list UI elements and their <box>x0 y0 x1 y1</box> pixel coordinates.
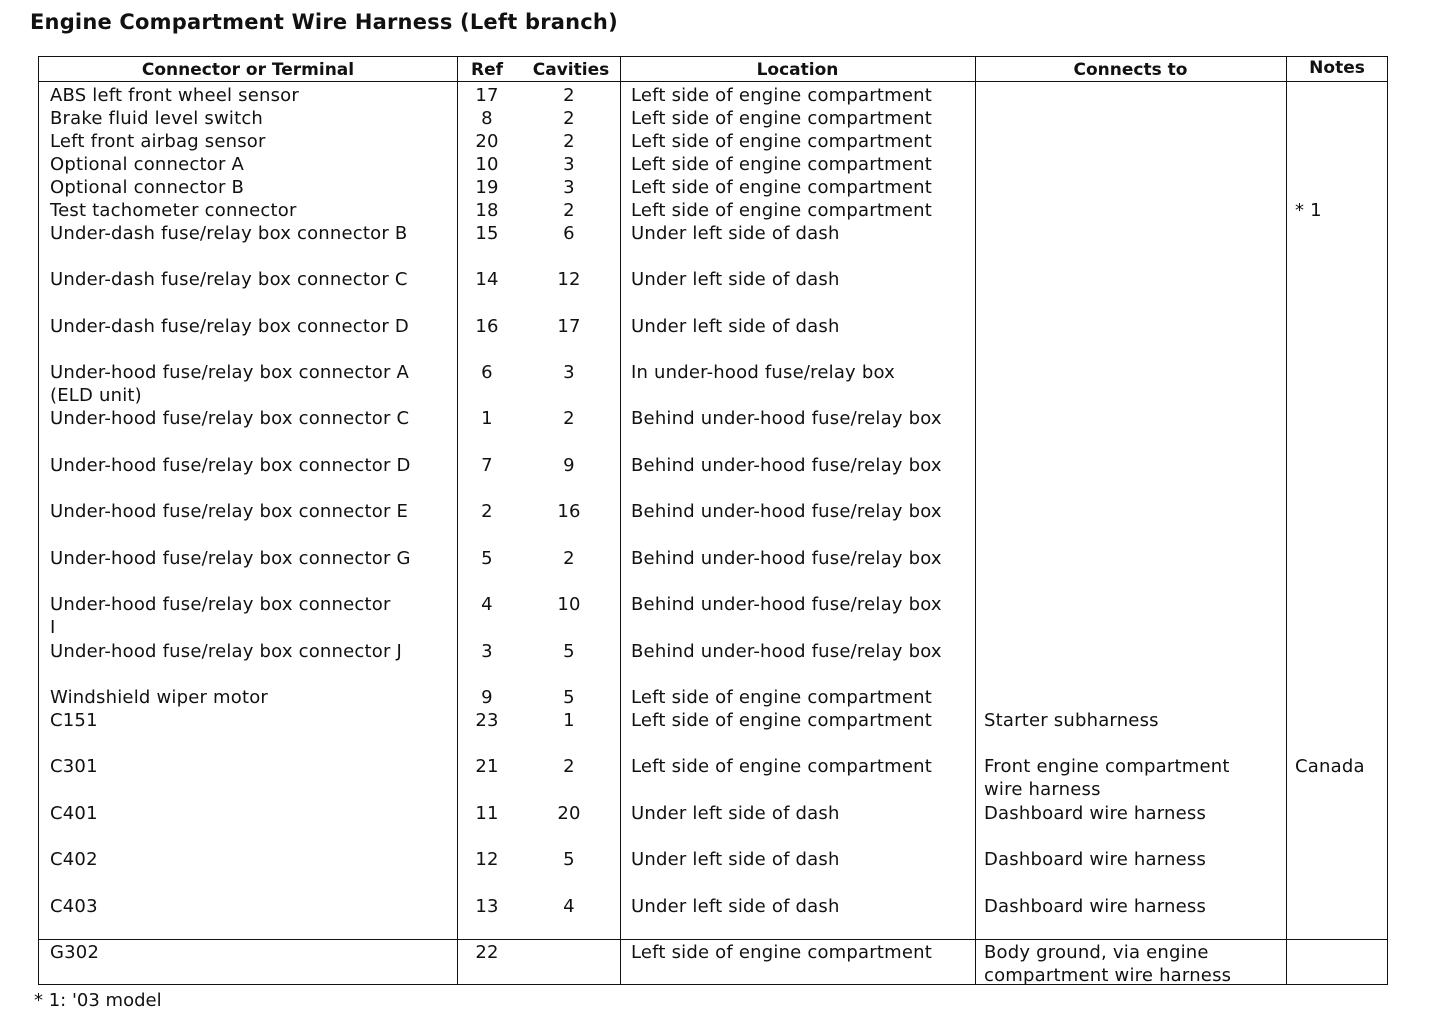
ref-cell: 2 <box>481 501 493 522</box>
cavities-cell: 17 <box>557 316 581 337</box>
connector-cell: C403 <box>50 896 98 917</box>
connects-to-cell: Body ground, via engine compartment wire harness <box>984 942 1232 986</box>
column-divider <box>975 57 976 984</box>
location-cell: Behind under-hood fuse/relay box <box>631 594 942 615</box>
ref-cell: 7 <box>481 455 493 476</box>
connector-cell: Under-dash fuse/relay box connector C <box>50 269 408 290</box>
connector-cell: C301 <box>50 756 98 777</box>
ref-cell: 19 <box>475 177 499 198</box>
connector-cell: Under-hood fuse/relay box connector I <box>50 594 391 638</box>
location-cell: Behind under-hood fuse/relay box <box>631 501 942 522</box>
connector-cell: Under-hood fuse/relay box connector A (ELD unit) <box>50 362 410 406</box>
connects-to-cell: Dashboard wire harness <box>984 803 1207 824</box>
cavities-cell: 2 <box>563 200 575 221</box>
header-location: Location <box>756 60 839 80</box>
ref-cell: 6 <box>481 362 493 383</box>
cavities-cell: 2 <box>563 131 575 152</box>
location-cell: Under left side of dash <box>631 849 840 870</box>
ref-cell: 4 <box>481 594 493 615</box>
connector-cell: Under-hood fuse/relay box connector G <box>50 548 411 569</box>
location-cell: Left side of engine compartment <box>631 85 933 106</box>
connector-cell: Under-hood fuse/relay box connector C <box>50 408 410 429</box>
cavities-cell: 3 <box>563 154 575 175</box>
ref-cell: 14 <box>475 269 499 290</box>
header-divider <box>39 81 1387 82</box>
cavities-cell: 5 <box>563 641 575 662</box>
cavities-cell: 16 <box>557 501 581 522</box>
cavities-cell: 2 <box>563 756 575 777</box>
cavities-cell: 1 <box>563 710 575 731</box>
location-cell: Behind under-hood fuse/relay box <box>631 455 942 476</box>
connector-cell: Under-dash fuse/relay box connector D <box>50 316 409 337</box>
connector-cell: Windshield wiper motor <box>50 687 269 708</box>
location-cell: Left side of engine compartment <box>631 942 933 963</box>
connector-cell: C401 <box>50 803 98 824</box>
cavities-cell: 20 <box>557 803 581 824</box>
cavities-cell: 2 <box>563 548 575 569</box>
location-cell: Left side of engine compartment <box>631 131 933 152</box>
ref-cell: 23 <box>475 710 499 731</box>
location-cell: Under left side of dash <box>631 316 840 337</box>
connects-to-cell: Dashboard wire harness <box>984 896 1207 917</box>
connector-cell: C402 <box>50 849 98 870</box>
location-cell: Left side of engine compartment <box>631 756 933 777</box>
page-title: Engine Compartment Wire Harness (Left branch) <box>30 10 618 34</box>
ref-cell: 11 <box>475 803 499 824</box>
connector-cell: Optional connector A <box>50 154 245 175</box>
connector-cell: Under-hood fuse/relay box connector E <box>50 501 409 522</box>
cavities-cell: 2 <box>563 108 575 129</box>
ref-cell: 10 <box>475 154 499 175</box>
connector-cell: G302 <box>50 942 100 963</box>
ref-cell: 13 <box>475 896 499 917</box>
notes-cell: Canada <box>1295 756 1365 777</box>
location-cell: Left side of engine compartment <box>631 710 933 731</box>
cavities-cell: 10 <box>557 594 581 615</box>
connector-cell: Brake fluid level switch <box>50 108 264 129</box>
harness-table <box>38 56 1388 985</box>
location-cell: Left side of engine compartment <box>631 108 933 129</box>
connector-cell: ABS left front wheel sensor <box>50 85 299 106</box>
connects-to-cell: Front engine compartment wire harness <box>984 756 1230 800</box>
footnote: * 1: '03 model <box>34 990 162 1011</box>
ref-cell: 9 <box>481 687 493 708</box>
cavities-cell: 6 <box>563 223 575 244</box>
ref-cell: 20 <box>475 131 499 152</box>
header-ref: Ref <box>470 60 504 80</box>
cavities-cell: 2 <box>563 408 575 429</box>
ref-cell: 5 <box>481 548 493 569</box>
header-connector: Connector or Terminal <box>141 60 355 80</box>
connects-to-cell: Dashboard wire harness <box>984 849 1207 870</box>
location-cell: Under left side of dash <box>631 803 840 824</box>
location-cell: Left side of engine compartment <box>631 177 933 198</box>
location-cell: Under left side of dash <box>631 896 840 917</box>
cavities-cell: 3 <box>563 362 575 383</box>
location-cell: In under-hood fuse/relay box <box>631 362 895 383</box>
cavities-cell: 4 <box>563 896 575 917</box>
ref-cell: 21 <box>475 756 499 777</box>
ref-cell: 12 <box>475 849 499 870</box>
column-divider <box>620 57 621 984</box>
cavities-cell: 12 <box>557 269 581 290</box>
location-cell: Left side of engine compartment <box>631 200 933 221</box>
cavities-cell: 2 <box>563 85 575 106</box>
ref-cell: 3 <box>481 641 493 662</box>
ref-cell: 8 <box>481 108 493 129</box>
connector-cell: Left front airbag sensor <box>50 131 266 152</box>
connects-to-cell: Starter subharness <box>984 710 1159 731</box>
location-cell: Left side of engine compartment <box>631 154 933 175</box>
ref-cell: 22 <box>475 942 499 963</box>
ref-cell: 15 <box>475 223 499 244</box>
header-notes: Notes <box>1309 58 1365 78</box>
location-cell: Behind under-hood fuse/relay box <box>631 408 942 429</box>
ref-cell: 17 <box>475 85 499 106</box>
connector-cell: Under-dash fuse/relay box connector B <box>50 223 408 244</box>
location-cell: Under left side of dash <box>631 269 840 290</box>
header-cavities: Cavities <box>532 60 610 80</box>
location-cell: Under left side of dash <box>631 223 840 244</box>
cavities-cell: 3 <box>563 177 575 198</box>
header-connects-to: Connects to <box>1073 60 1188 80</box>
connector-cell: Under-hood fuse/relay box connector J <box>50 641 403 662</box>
column-divider <box>1286 57 1287 984</box>
ref-cell: 18 <box>475 200 499 221</box>
cavities-cell: 9 <box>563 455 575 476</box>
connector-cell: Under-hood fuse/relay box connector D <box>50 455 411 476</box>
connector-cell: Test tachometer connector <box>50 200 297 221</box>
cavities-cell: 5 <box>563 687 575 708</box>
ref-cell: 1 <box>481 408 493 429</box>
connector-cell: Optional connector B <box>50 177 245 198</box>
location-cell: Behind under-hood fuse/relay box <box>631 641 942 662</box>
ref-cell: 16 <box>475 316 499 337</box>
cavities-cell: 5 <box>563 849 575 870</box>
connector-cell: C151 <box>50 710 98 731</box>
row-divider <box>39 939 1387 940</box>
location-cell: Behind under-hood fuse/relay box <box>631 548 942 569</box>
notes-cell: * 1 <box>1295 200 1322 221</box>
location-cell: Left side of engine compartment <box>631 687 933 708</box>
